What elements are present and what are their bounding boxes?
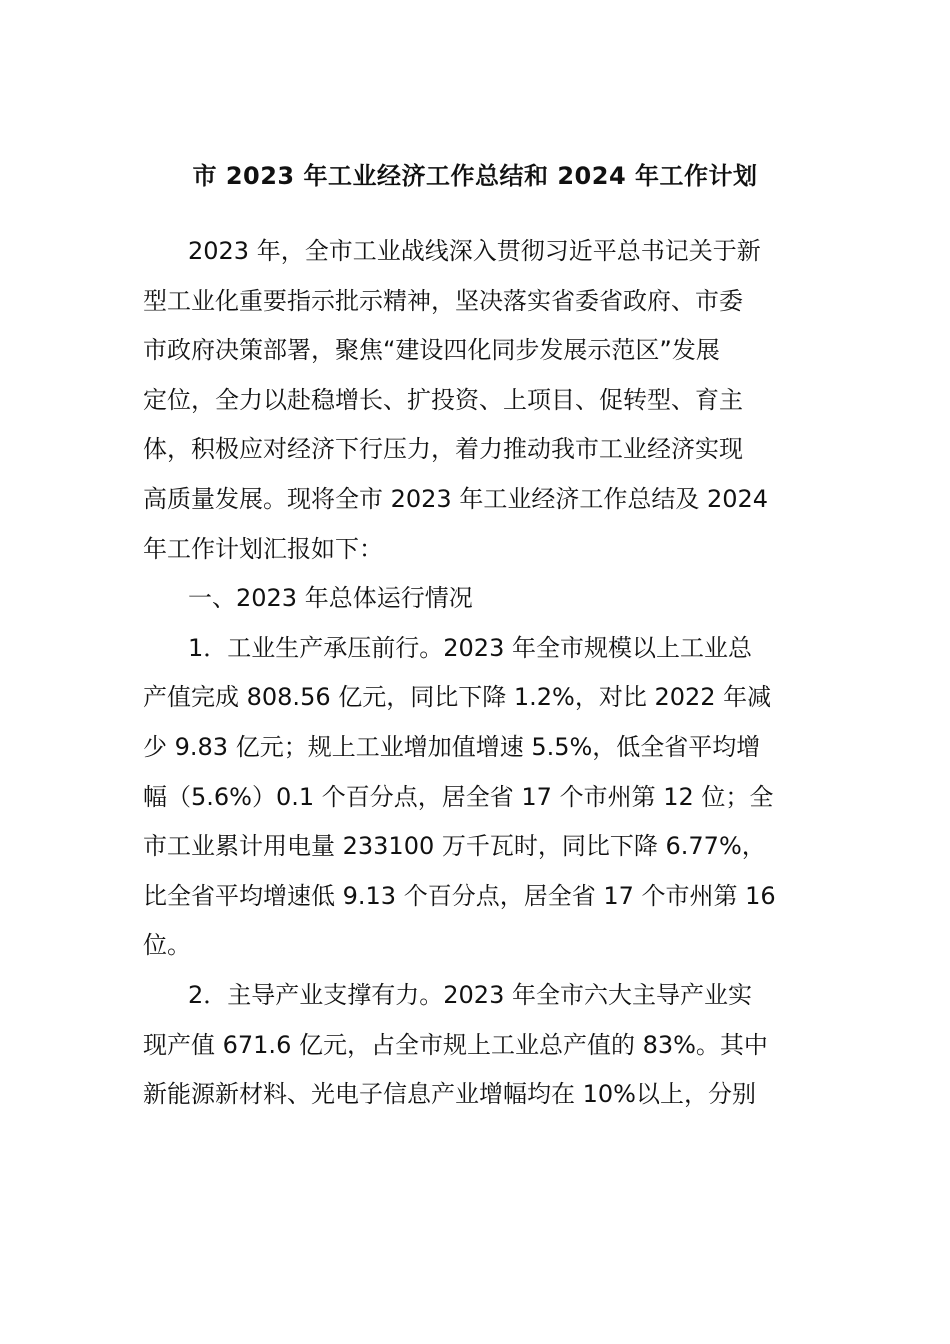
- document-title: 市 2023 年工业经济工作总结和 2024 年工作计划: [192, 162, 758, 190]
- paragraph-line: 新能源新材料、光电子信息产业增幅均在 10%以上，分别: [143, 1080, 756, 1109]
- paragraph-line: 高质量发展。现将全市 2023 年工业经济工作总结及 2024: [143, 484, 769, 513]
- paragraph-line: 1．工业生产承压前行。2023 年全市规模以上工业总: [188, 633, 752, 662]
- paragraph-line: 2．主导产业支撑有力。2023 年全市六大主导产业实: [188, 980, 752, 1009]
- document-body: [143, 227, 807, 1120]
- paragraph-line: 位。: [143, 931, 191, 960]
- paragraph-line: 现产值 671.6 亿元，占全市规上工业总产值的 83%。其中: [143, 1030, 768, 1059]
- paragraph-line: 2023 年，全市工业战线深入贯彻习近平总书记关于新: [188, 237, 761, 265]
- paragraph-line: 少 9.83 亿元；规上工业增加值增速 5.5%，低全省平均增: [143, 732, 761, 761]
- paragraph-line: 型工业化重要指示批示精神，坚决落实省委省政府、市委: [143, 286, 743, 315]
- paragraph-line: 体，积极应对经济下行压力，着力推动我市工业经济实现: [143, 435, 743, 464]
- paragraph-line: 市工业累计用电量 233100 万千瓦时，同比下降 6.77%，: [143, 832, 766, 861]
- paragraph-line: 幅（5.6%）0.1 个百分点，居全省 17 个市州第 12 位；全: [143, 782, 774, 811]
- paragraph-line: 定位，全力以赴稳增长、扩投资、上项目、促转型、育主: [143, 385, 743, 414]
- paragraph-line: 年工作计划汇报如下：: [143, 534, 383, 563]
- paragraph-line: 市政府决策部署，聚焦“建设四化同步发展示范区”发展: [143, 336, 720, 365]
- paragraph-line: 产值完成 808.56 亿元，同比下降 1.2%，对比 2022 年减: [143, 683, 772, 712]
- section-heading: 一、2023 年总体运行情况: [188, 584, 473, 613]
- paragraph-line: 比全省平均增速低 9.13 个百分点，居全省 17 个市州第 16: [143, 881, 776, 910]
